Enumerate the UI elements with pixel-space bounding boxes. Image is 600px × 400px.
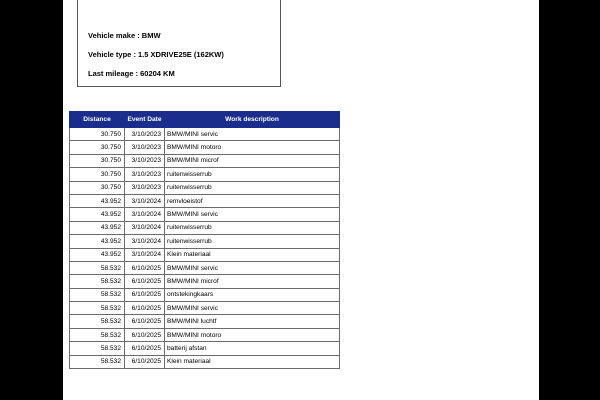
- distance-cell: 58.532: [70, 261, 125, 274]
- event-date-cell: 3/10/2024: [125, 208, 165, 221]
- distance-cell: 43.952: [70, 208, 125, 221]
- table-row: [70, 342, 340, 355]
- table-row: [70, 261, 340, 274]
- table-row: [70, 328, 340, 341]
- table-row: [70, 168, 340, 181]
- distance-cell: 30.750: [70, 168, 125, 181]
- distance-cell: 30.750: [70, 128, 125, 141]
- distance-cell: 58.532: [70, 275, 125, 288]
- distance-cell: 58.532: [70, 315, 125, 328]
- event-date-cell: 3/10/2023: [125, 181, 165, 194]
- event-date-cell: 3/10/2024: [125, 235, 165, 248]
- distance-cell: 58.532: [70, 288, 125, 301]
- table-row: [70, 355, 340, 368]
- work-description-cell: ruitenwisserrub: [165, 181, 340, 194]
- event-date-cell: 6/10/2025: [125, 288, 165, 301]
- work-description-cell: BMW/MINI servic: [165, 128, 340, 141]
- table-row: [70, 288, 340, 301]
- distance-cell: 58.532: [70, 302, 125, 315]
- distance-cell: 58.532: [70, 355, 125, 368]
- table-row: [70, 235, 340, 248]
- table-row: [70, 154, 340, 167]
- vehicle-info-box: [77, 0, 281, 87]
- distance-cell: 43.952: [70, 221, 125, 234]
- table-row: [70, 221, 340, 234]
- work-description-cell: BMW/MINI luchtf: [165, 315, 340, 328]
- event-date-cell: 3/10/2024: [125, 248, 165, 261]
- distance-cell: 30.750: [70, 181, 125, 194]
- table-row: [70, 181, 340, 194]
- work-description-cell: batterij afstan: [165, 342, 340, 355]
- work-description-cell: BMW/MINI servic: [165, 208, 340, 221]
- event-date-cell: 6/10/2025: [125, 328, 165, 341]
- table-row: [70, 302, 340, 315]
- work-description-cell: remvloeistof: [165, 194, 340, 207]
- work-description-cell: BMW/MINI motoro: [165, 328, 340, 341]
- table-row: [70, 128, 340, 141]
- work-description-cell: BMW/MINI microf: [165, 275, 340, 288]
- table-header-row: [70, 112, 340, 128]
- event-date-cell: 3/10/2023: [125, 154, 165, 167]
- distance-cell: 30.750: [70, 154, 125, 167]
- table-row: [70, 208, 340, 221]
- vehicle-mileage: Last mileage : 60204 KM: [88, 69, 175, 78]
- distance-cell: 58.532: [70, 342, 125, 355]
- work-description-cell: Klein materiaal: [165, 248, 340, 261]
- table-row: [70, 248, 340, 261]
- work-description-cell: ontstekingkaars: [165, 288, 340, 301]
- event-date-cell: 3/10/2024: [125, 194, 165, 207]
- distance-cell: 43.952: [70, 248, 125, 261]
- work-description-cell: BMW/MINI microf: [165, 154, 340, 167]
- work-description-cell: Klein materiaal: [165, 355, 340, 368]
- work-description-cell: ruitenwisserrub: [165, 235, 340, 248]
- document-page: [63, 0, 539, 400]
- table-row: [70, 194, 340, 207]
- event-date-cell: 3/10/2023: [125, 168, 165, 181]
- distance-cell: 30.750: [70, 141, 125, 154]
- vehicle-make: Vehicle make : BMW: [88, 31, 161, 40]
- service-history-table: [69, 111, 340, 369]
- work-description-cell: ruitenwisserrub: [165, 168, 340, 181]
- distance-cell: 58.532: [70, 328, 125, 341]
- work-description-cell: BMW/MINI servic: [165, 302, 340, 315]
- event-date-cell: 6/10/2025: [125, 315, 165, 328]
- header-distance: Distance: [70, 112, 125, 128]
- event-date-cell: 3/10/2023: [125, 141, 165, 154]
- header-event-date: Event Date: [125, 112, 165, 128]
- table-row: [70, 141, 340, 154]
- work-description-cell: ruitenwisserrub: [165, 221, 340, 234]
- work-description-cell: BMW/MINI motoro: [165, 141, 340, 154]
- distance-cell: 43.952: [70, 235, 125, 248]
- event-date-cell: 6/10/2025: [125, 302, 165, 315]
- event-date-cell: 6/10/2025: [125, 275, 165, 288]
- header-work-description: Work description: [165, 112, 340, 128]
- event-date-cell: 3/10/2024: [125, 221, 165, 234]
- distance-cell: 43.952: [70, 194, 125, 207]
- work-description-cell: BMW/MINI servic: [165, 261, 340, 274]
- event-date-cell: 6/10/2025: [125, 261, 165, 274]
- event-date-cell: 6/10/2025: [125, 355, 165, 368]
- table-row: [70, 315, 340, 328]
- vehicle-type: Vehicle type : 1.5 XDRIVE25E (162KW): [88, 50, 224, 59]
- table-row: [70, 275, 340, 288]
- event-date-cell: 6/10/2025: [125, 342, 165, 355]
- event-date-cell: 3/10/2023: [125, 128, 165, 141]
